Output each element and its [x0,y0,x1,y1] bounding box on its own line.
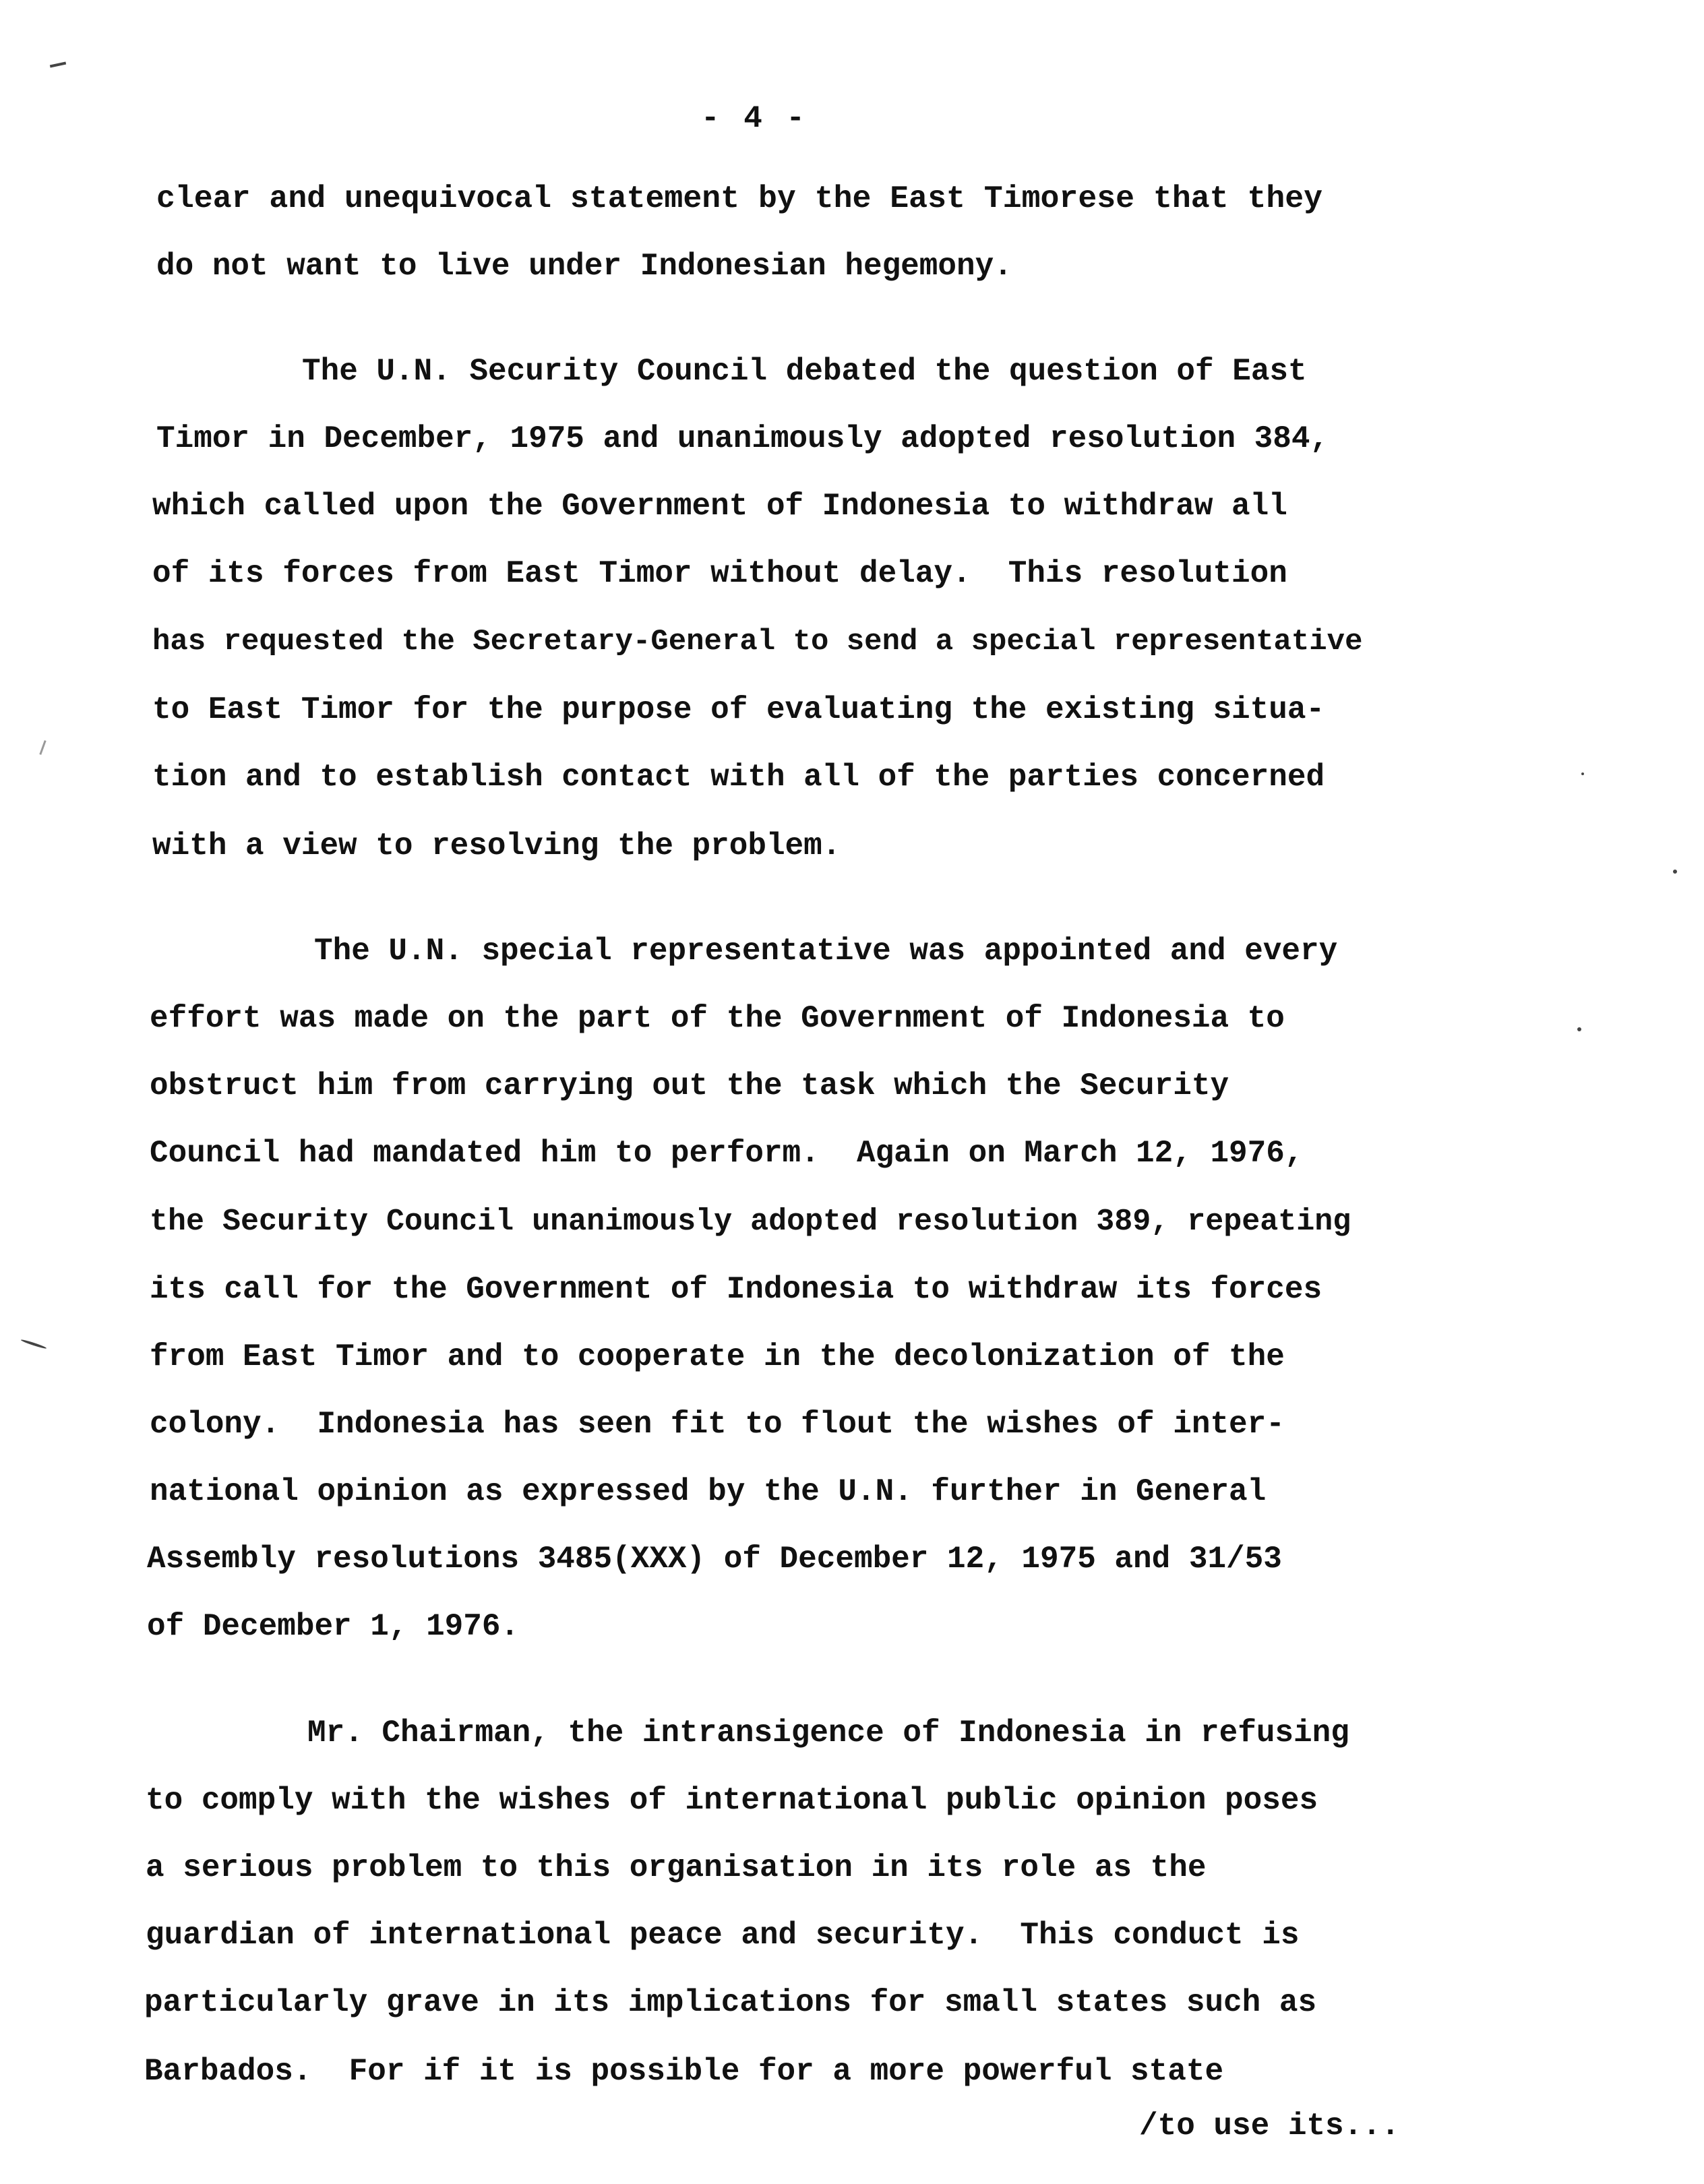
paragraph-3-line-3: obstruct him from carrying out the task which the Security [150,1068,1229,1103]
paragraph-2-line-3: which called upon the Government of Indonesia to withdraw all [152,489,1287,524]
paragraph-4-line-3: a serious problem to this organisation in its role as the [146,1850,1207,1885]
paragraph-3-line-9: national opinion as expressed by the U.N. further in General [150,1474,1267,1509]
scan-mark [1581,772,1584,775]
paragraph-2-line-2: Timor in December, 1975 and unanimously adopted resolution 384, [156,421,1329,456]
paragraph-3-line-6: its call for the Government of Indonesia to withdraw its forces [150,1272,1322,1307]
paragraph-1-line-1: clear and unequivocal statement by the East Timorese that they [156,181,1323,216]
paragraph-3-line-10: Assembly resolutions 3485(XXX) of December 12, 1975 and 31/53 [147,1542,1282,1577]
paragraph-3-line-2: effort was made on the part of the Government of Indonesia to [150,1001,1285,1036]
paragraph-2-line-5: has requested the Secretary-General to send a special representative [152,625,1363,659]
scan-mark [20,1339,47,1349]
paragraph-2-line-7: tion and to establish contact with all of the parties concerned [152,760,1325,795]
paragraph-3-line-4: Council had mandated him to perform. Again on March 12, 1976, [150,1136,1304,1171]
paragraph-3-line-1: The U.N. special representative was appointed and every [314,934,1338,969]
paragraph-4-line-5: particularly grave in its implications for small states such as [144,1985,1317,2020]
paragraph-1-line-2: do not want to live under Indonesian hegemony. [156,249,1012,284]
scan-mark [1673,870,1677,874]
paragraph-4-line-6: Barbados. For if it is possible for a more powerful state [144,2054,1224,2089]
paragraph-3-line-7: from East Timor and to cooperate in the decolonization of the [150,1339,1285,1374]
paragraph-2-line-8: with a view to resolving the problem. [152,828,841,863]
scan-mark [39,740,46,755]
paragraph-2-line-4: of its forces from East Timor without delay. This resolution [152,556,1287,591]
paragraph-2-line-6: to East Timor for the purpose of evaluating the existing situa- [152,692,1325,727]
paragraph-3-line-5: the Security Council unanimously adopted resolution 389, repeating [150,1205,1351,1239]
paragraph-2-line-1: The U.N. Security Council debated the question of East [302,354,1307,389]
scan-mark [1577,1027,1581,1031]
paragraph-4-line-4: guardian of international peace and security. This conduct is [146,1918,1300,1953]
paragraph-3-line-11: of December 1, 1976. [147,1609,520,1644]
paragraph-3-line-8: colony. Indonesia has seen fit to flout the wishes of inter- [150,1407,1285,1442]
paragraph-4-line-2: to comply with the wishes of international public opinion poses [146,1783,1318,1818]
continuation-note: /to use its... [1139,2109,1400,2144]
scan-mark [50,62,66,68]
page-number: - 4 - [701,101,808,136]
paragraph-4-line-1: Mr. Chairman, the intransigence of Indonesia in refusing [307,1716,1349,1751]
